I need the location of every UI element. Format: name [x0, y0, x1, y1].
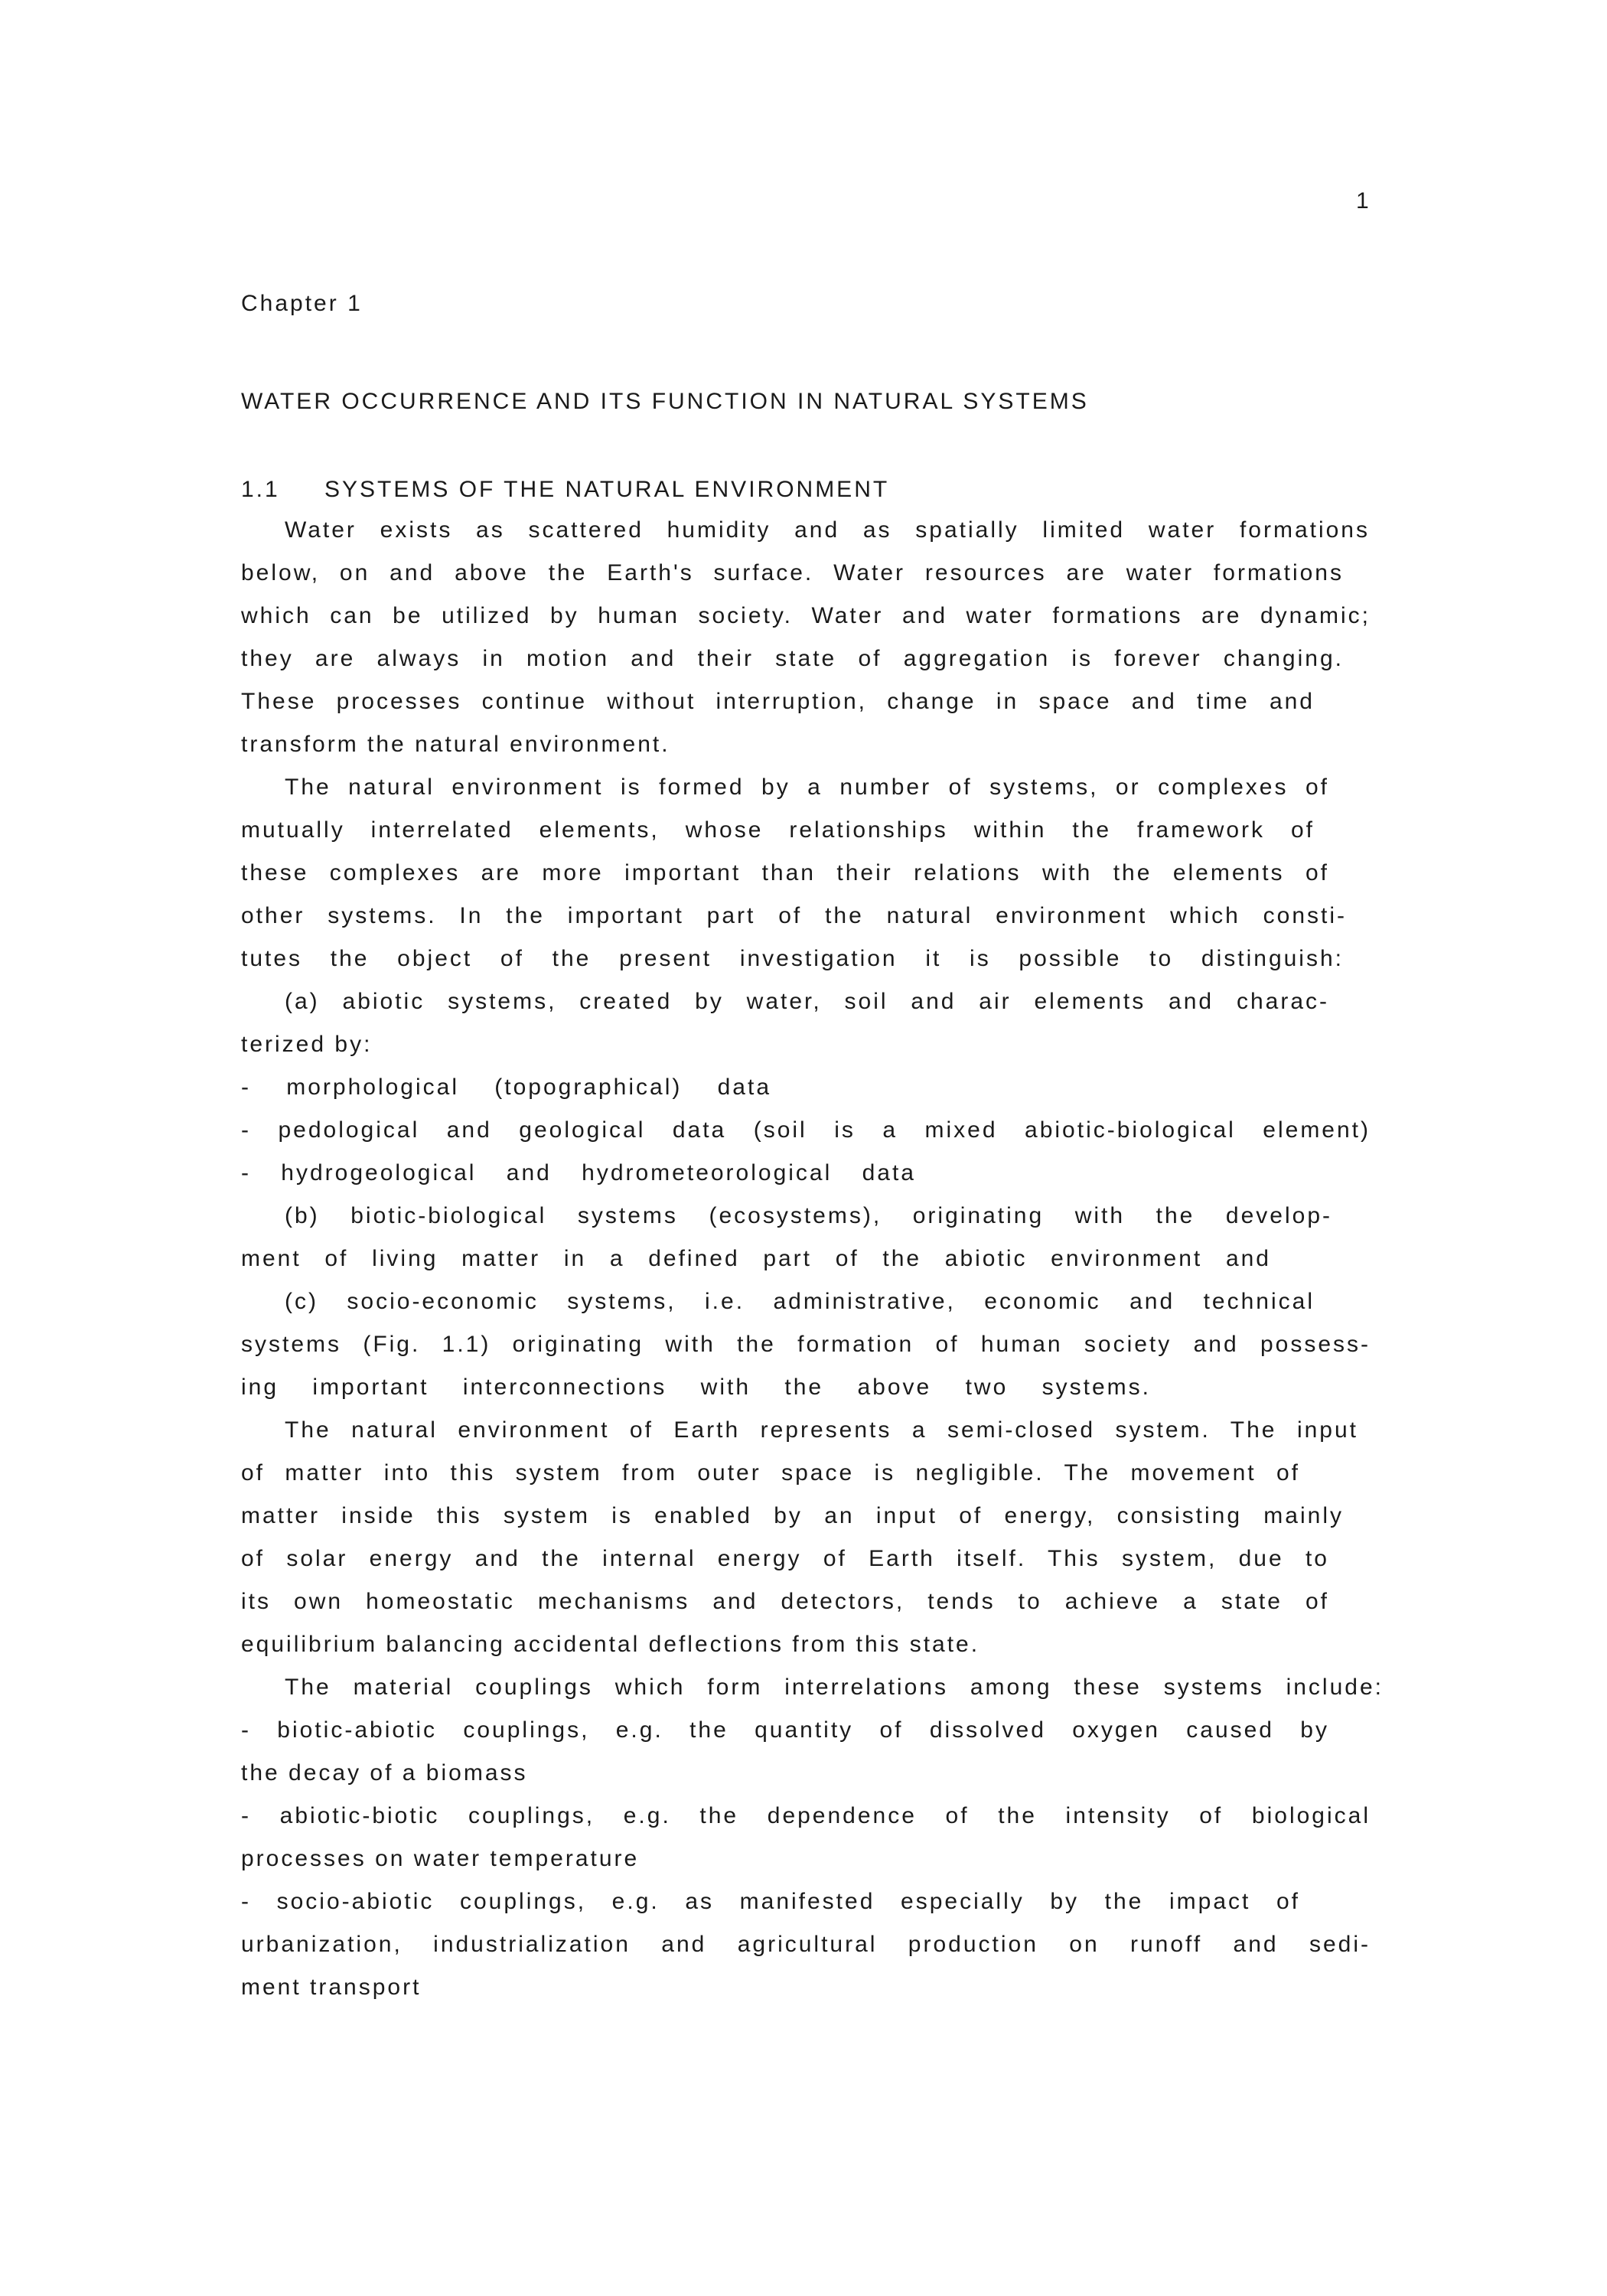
text-line: ment of living matter in a defined part of the abiotic environment and — [241, 1246, 1271, 1271]
text-line: processes on water temperature — [241, 1846, 640, 1871]
text-line: the decay of a biomass — [241, 1760, 528, 1786]
list-item-c: (c) socio-economic systems, i.e. administrative, economic and technical — [285, 1289, 1315, 1314]
text-line: its own homeostatic mechanisms and detectors, tends to achieve a state of — [241, 1589, 1329, 1614]
list-item-a: (a) abiotic systems, created by water, soil and air elements and charac- — [285, 989, 1329, 1014]
text-line: terized by: — [241, 1032, 373, 1057]
text-line: ment transport — [241, 1975, 422, 2000]
chapter-label: Chapter 1 — [241, 291, 363, 316]
text-line: The natural environment of Earth represents a semi-closed system. The input — [285, 1417, 1358, 1443]
text-line: Water exists as scattered humidity and as spatially limited water formations — [285, 517, 1370, 543]
text-line: tutes the object of the present investigation it is possible to distinguish: — [241, 946, 1344, 971]
bullet-item: - hydrogeological and hydrometeorological data — [241, 1160, 916, 1186]
text-line: The material couplings which form interrelations among these systems include: — [285, 1675, 1384, 1700]
bullet-item: - biotic-abiotic couplings, e.g. the quantity of dissolved oxygen caused by — [241, 1717, 1329, 1743]
list-item-b: (b) biotic-biological systems (ecosystems), originating with the develop- — [285, 1203, 1332, 1228]
text-line: of matter into this system from outer space is negligible. The movement of — [241, 1460, 1300, 1486]
text-line: These processes continue without interruption, change in space and time and — [241, 689, 1315, 714]
text-line: other systems. In the important part of the natural environment which consti- — [241, 903, 1347, 928]
text-line: of solar energy and the internal energy of Earth itself. This system, due to — [241, 1546, 1329, 1571]
text-line: which can be utilized by human society. Water and water formations are dynamic; — [241, 603, 1371, 628]
text-line: transform the natural environment. — [241, 732, 670, 757]
body-text — [241, 509, 1384, 2009]
section-heading — [241, 468, 889, 511]
bullet-item: - pedological and geological data (soil is a mixed abiotic-biological element) — [241, 1117, 1371, 1143]
text-line: equilibrium balancing accidental deflections from this state. — [241, 1632, 980, 1657]
text-line: below, on and above the Earth's surface. Water resources are water formations — [241, 560, 1344, 585]
bullet-item: - morphological (topographical) data — [241, 1075, 771, 1100]
text-line: ing important interconnections with the above two systems. — [241, 1375, 1151, 1400]
page-number: 1 — [1356, 188, 1371, 214]
text-line: matter inside this system is enabled by an input of energy, consisting mainly — [241, 1503, 1344, 1528]
text-line: systems (Fig. 1.1) originating with the formation of human society and possess- — [241, 1332, 1371, 1357]
bullet-item: - abiotic-biotic couplings, e.g. the dependence of the intensity of biological — [241, 1803, 1371, 1828]
section-title: SYSTEMS OF THE NATURAL ENVIRONMENT — [324, 477, 890, 502]
bullet-item: - socio-abiotic couplings, e.g. as manifested especially by the impact of — [241, 1889, 1300, 1914]
chapter-title: WATER OCCURRENCE AND ITS FUNCTION IN NATURAL SYSTEMS — [241, 389, 1089, 414]
text-line: urbanization, industrialization and agricultural production on runoff and sedi- — [241, 1932, 1371, 1957]
text-line: The natural environment is formed by a number of systems, or complexes of — [285, 775, 1329, 800]
text-line: they are always in motion and their state of aggregation is forever changing. — [241, 646, 1344, 671]
text-line: these complexes are more important than their relations with the elements of — [241, 860, 1329, 885]
section-number: 1.1 — [241, 477, 280, 502]
text-line: mutually interrelated elements, whose relationships within the framework of — [241, 817, 1315, 843]
